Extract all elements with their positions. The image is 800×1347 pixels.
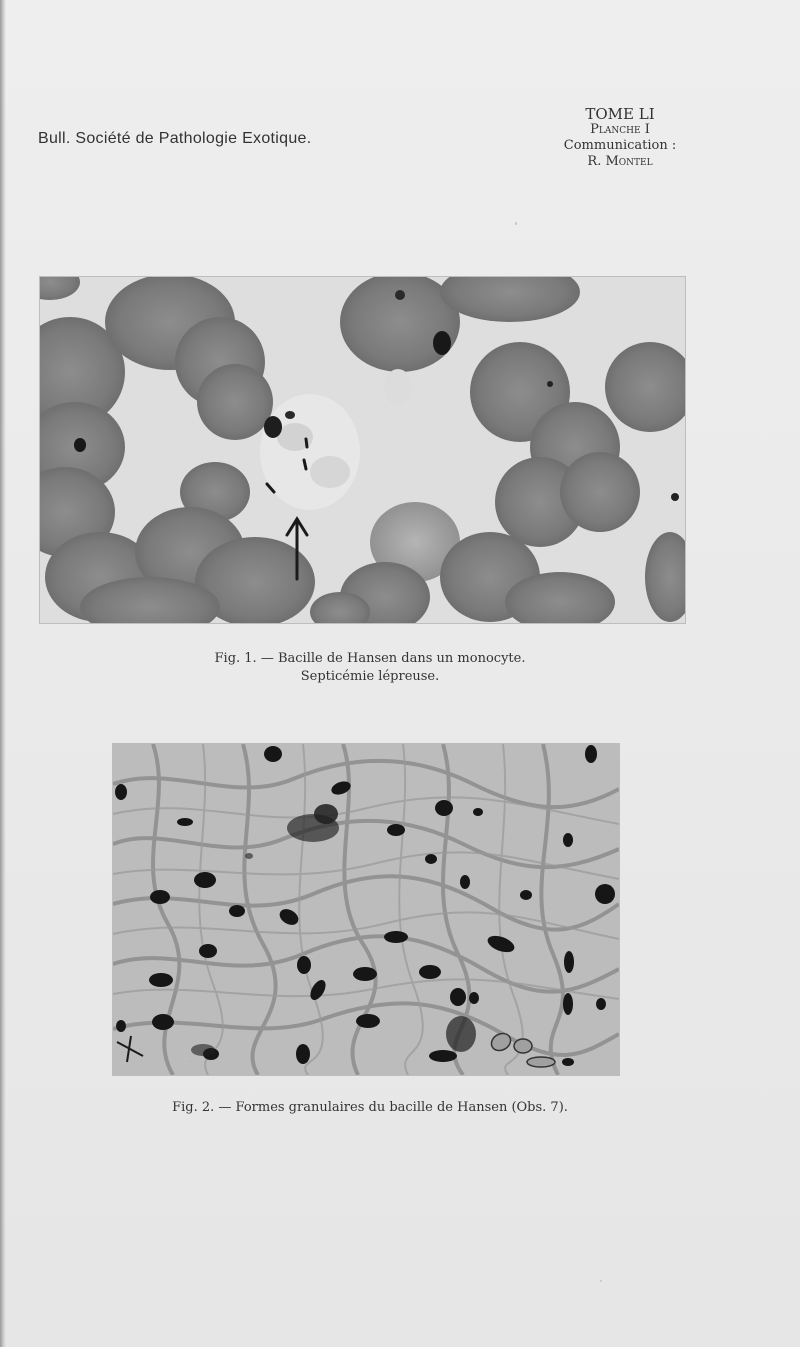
figure-2-caption bbox=[120, 1099, 620, 1117]
nucleus bbox=[671, 493, 679, 501]
nucleus bbox=[433, 331, 451, 355]
cell-notch bbox=[384, 369, 412, 405]
nucleus bbox=[547, 381, 553, 387]
paper-speck bbox=[185, 1058, 187, 1060]
page-edge-shadow bbox=[0, 0, 6, 1347]
nucleus bbox=[74, 438, 86, 452]
tome-label: TOME LI bbox=[585, 105, 655, 123]
journal-title: Bull. Société de Pathologie Exotique. bbox=[38, 130, 312, 147]
communication-label: Communication : bbox=[563, 138, 677, 153]
figure-2-image bbox=[113, 744, 619, 1075]
figure-1-caption-line1: Fig. 1. — Bacille de Hansen dans un monocyte. bbox=[214, 651, 526, 666]
paper-speck bbox=[515, 222, 517, 225]
figure-1-caption-line2: Septicémie lépreuse. bbox=[300, 669, 440, 684]
author-label: R. Montel bbox=[587, 154, 653, 169]
figure-2-caption-line1: Fig. 2. — Formes granulaires du bacille de Hansen (Obs. 7). bbox=[172, 1100, 568, 1115]
figure-1-image bbox=[40, 277, 685, 623]
paper-speck bbox=[600, 1280, 602, 1282]
nucleus bbox=[395, 290, 405, 300]
figure-1-caption bbox=[170, 650, 570, 686]
planche-label: Planche I bbox=[590, 122, 650, 137]
plate-header bbox=[540, 106, 700, 170]
